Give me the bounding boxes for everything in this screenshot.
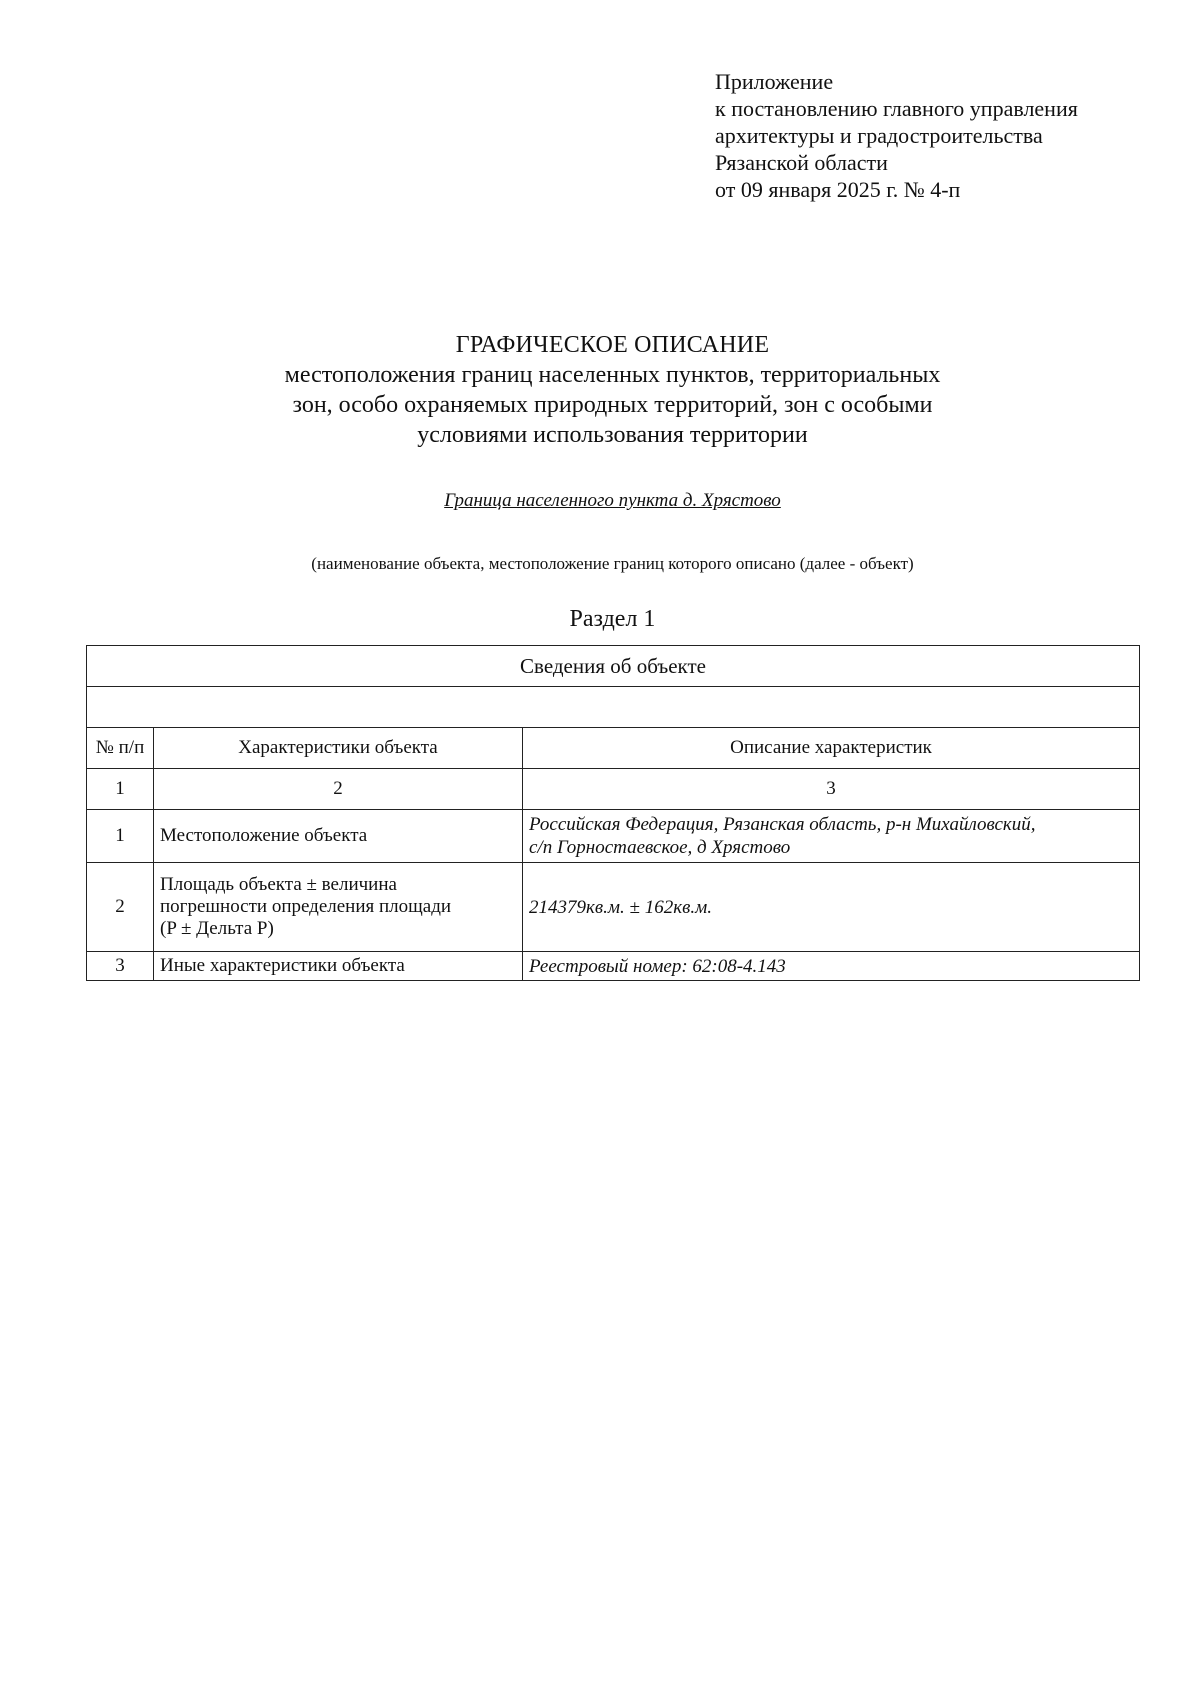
row-number: 2 bbox=[87, 863, 154, 952]
table-header-row bbox=[87, 646, 1140, 687]
section-title: Раздел 1 bbox=[569, 606, 656, 632]
row-characteristic: Иные характеристики объекта bbox=[154, 952, 523, 981]
row-characteristic bbox=[154, 863, 523, 952]
row-characteristic-line: погрешности определения площади bbox=[160, 896, 452, 917]
object-info-table bbox=[86, 645, 1140, 981]
object-name: Граница населенного пункта д. Хрястово bbox=[444, 490, 781, 511]
row-characteristic-line: Площадь объекта ± величина bbox=[160, 874, 397, 895]
row-characteristic: Местоположение объекта bbox=[154, 810, 523, 863]
table-column-numbers bbox=[87, 769, 1140, 810]
document-subtitle-line: местоположения границ населенных пунктов, территориальных bbox=[284, 362, 941, 388]
row-characteristic-line: (P ± Дельта P) bbox=[160, 918, 274, 939]
document-subtitle-line: условиями использования территории bbox=[417, 422, 808, 448]
row-description: 214379кв.м. ± 162кв.м. bbox=[523, 863, 1140, 952]
row-description bbox=[523, 810, 1140, 863]
document-title-block bbox=[0, 330, 1200, 450]
document-subtitle-line: зон, особо охраняемых природных территорий, зон с особыми bbox=[292, 392, 933, 418]
object-caption: (наименование объекта, местоположение границ которого описано (далее - объект) bbox=[311, 554, 914, 573]
row-description-line: Российская Федерация, Рязанская область, р-н Михайловский, bbox=[529, 814, 1036, 835]
column-number: 1 bbox=[87, 769, 154, 810]
column-header-description: Описание характеристик bbox=[523, 728, 1140, 769]
appendix-line: архитектуры и градостроительства bbox=[715, 123, 1043, 148]
appendix-line: Приложение bbox=[715, 69, 834, 94]
column-header-num: № п/п bbox=[87, 728, 154, 769]
row-description: Реестровый номер: 62:08-4.143 bbox=[523, 952, 1140, 981]
appendix-block bbox=[715, 68, 1185, 203]
row-number: 3 bbox=[87, 952, 154, 981]
table-row bbox=[87, 952, 1140, 981]
column-number: 3 bbox=[523, 769, 1140, 810]
document-title: ГРАФИЧЕСКОЕ ОПИСАНИЕ bbox=[455, 332, 770, 358]
row-number: 1 bbox=[87, 810, 154, 863]
column-number: 2 bbox=[154, 769, 523, 810]
appendix-line: к постановлению главного управления bbox=[715, 96, 1078, 121]
column-header-characteristic: Характеристики объекта bbox=[154, 728, 523, 769]
table-column-headers bbox=[87, 728, 1140, 769]
table-row bbox=[87, 863, 1140, 952]
table-row bbox=[87, 810, 1140, 863]
table-header: Сведения об объекте bbox=[87, 646, 1140, 687]
table-empty-row bbox=[87, 687, 1140, 728]
table-empty-cell bbox=[87, 687, 1140, 728]
appendix-line: Рязанской области bbox=[715, 150, 888, 175]
appendix-line: от 09 января 2025 г. № 4-п bbox=[715, 177, 961, 202]
row-description-line: с/п Горностаевское, д Хрястово bbox=[529, 837, 791, 858]
